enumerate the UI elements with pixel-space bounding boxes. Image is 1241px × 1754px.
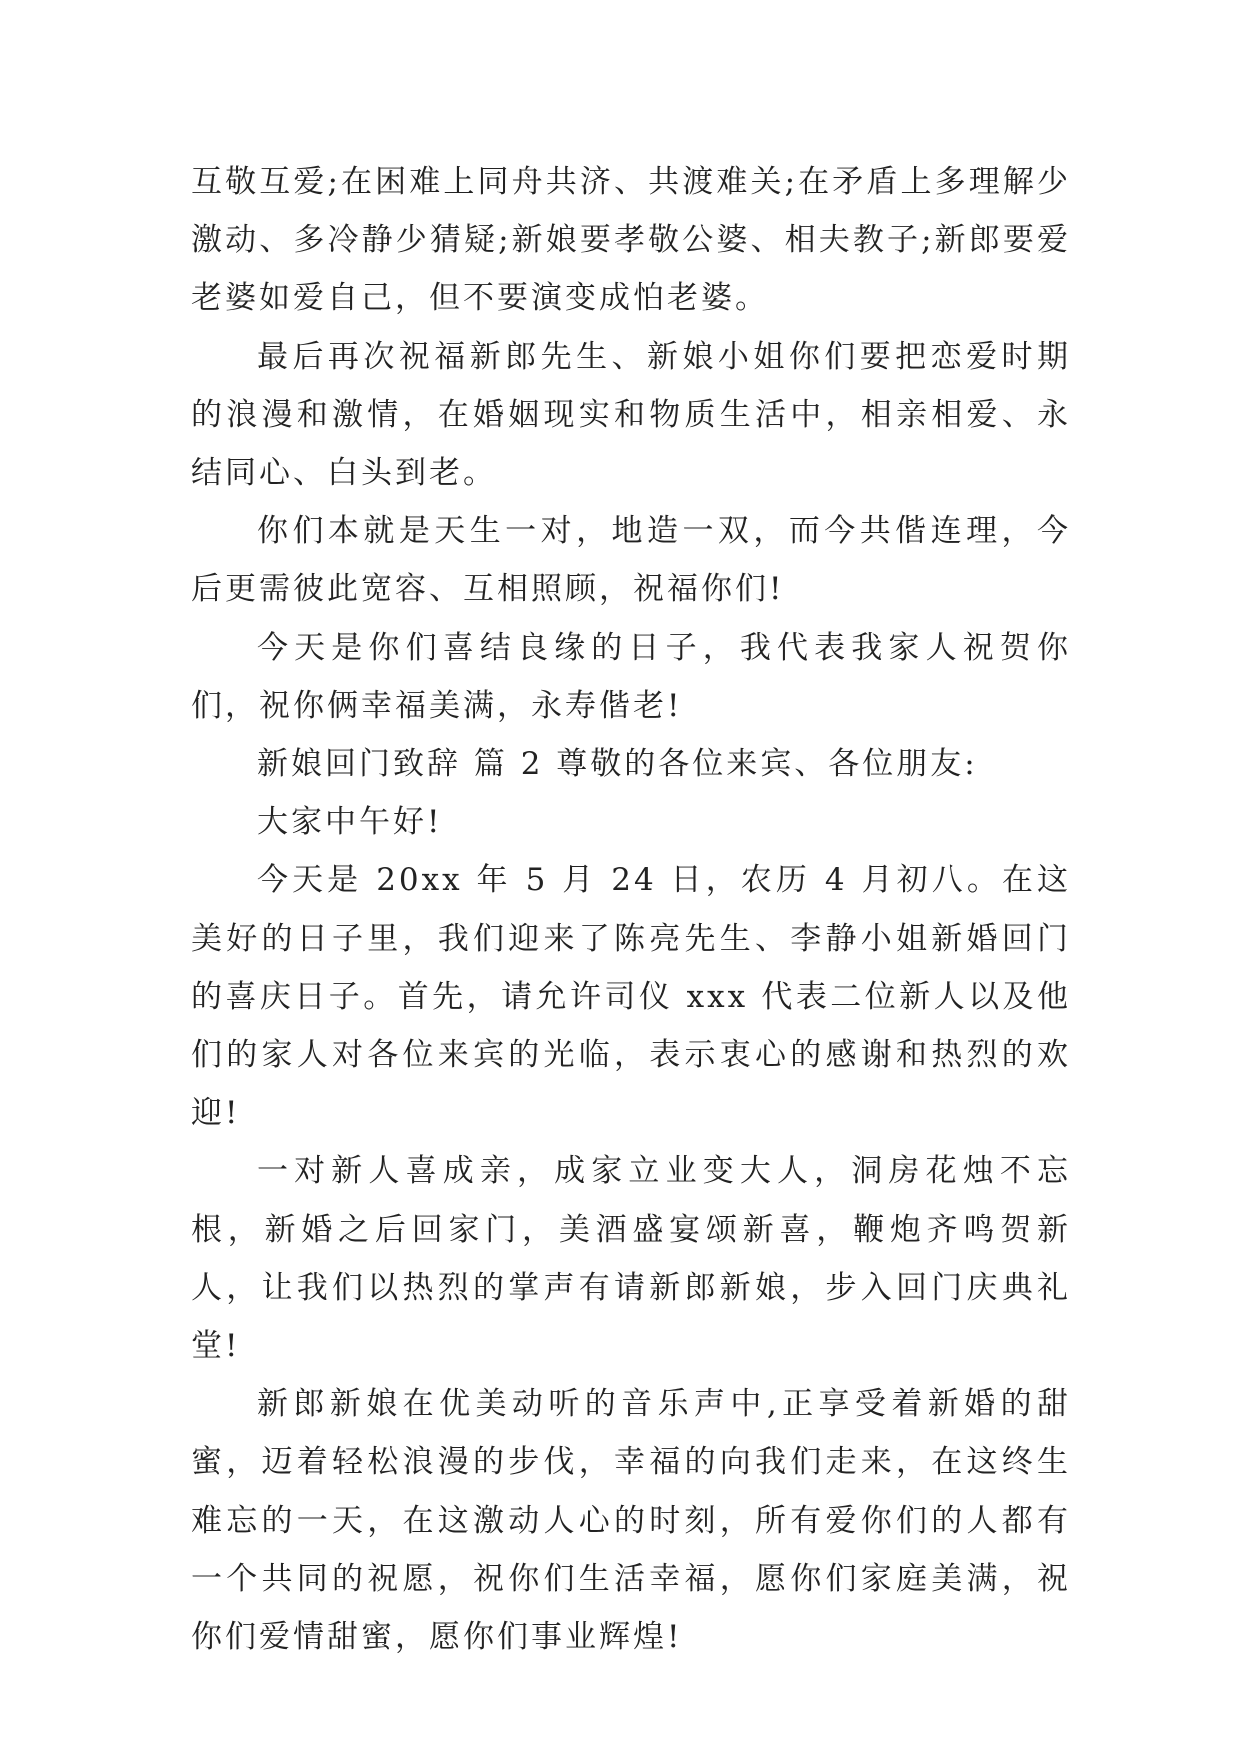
paragraph-2: 最后再次祝福新郎先生、新娘小姐你们要把恋爱时期的浪漫和激情，在婚姻现实和物质生活中，相亲相爱、永结同心、白头到老。 (191, 338, 1071, 492)
paragraph-verse: 一对新人喜成亲，成家立业变大人，洞房花烛不忘根，新婚之后回家门，美酒盛宴颂新喜，鞭炮齐鸣贺新人，让我们以热烈的掌声有请新郎新娘，步入回门庆典礼堂! (191, 1153, 1071, 1365)
greeting-line: 大家中午好! (257, 804, 443, 841)
paragraph-1: 互敬互爱;在困难上同舟共济、共渡难关;在矛盾上多理解少激动、多冷静少猜疑;新娘要孝敬公婆、相夫教子;新郎要爱老婆如爱自己，但不要演变成怕老婆。 (191, 164, 1071, 317)
paragraph-blessing: 新郎新娘在优美动听的音乐声中,正享受着新婚的甜蜜，迈着轻松浪漫的步伐，幸福的向我们走来，在这终生难忘的一天，在这激动人心的时刻，所有爱你们的人都有一个共同的祝愿，祝你们生活幸福，愿你们家庭美满，祝你们爱情甜蜜，愿你们事业辉煌! (191, 1386, 1071, 1656)
document-body (191, 153, 1071, 1666)
paragraph-3: 你们本就是天生一对，地造一双，而今共偕连理，今后更需彼此宽容、互相照顾，祝福你们! (191, 513, 1071, 608)
paragraph-4: 今天是你们喜结良缘的日子，我代表我家人祝贺你们，祝你俩幸福美满，永寿偕老! (191, 629, 1071, 724)
section-heading-line: 新娘回门致辞 篇 2 尊敬的各位来宾、各位朋友: (257, 746, 978, 783)
paragraph-date-intro: 今天是 20xx 年 5 月 24 日，农历 4 月初八。在这美好的日子里，我们迎来了陈亮先生、李静小姐新婚回门的喜庆日子。首先，请允许司仪 xxx 代表二位新人以及他们的家人对各位来宾的光临，表示衷心的感谢和热烈的欢迎! (191, 862, 1071, 1132)
